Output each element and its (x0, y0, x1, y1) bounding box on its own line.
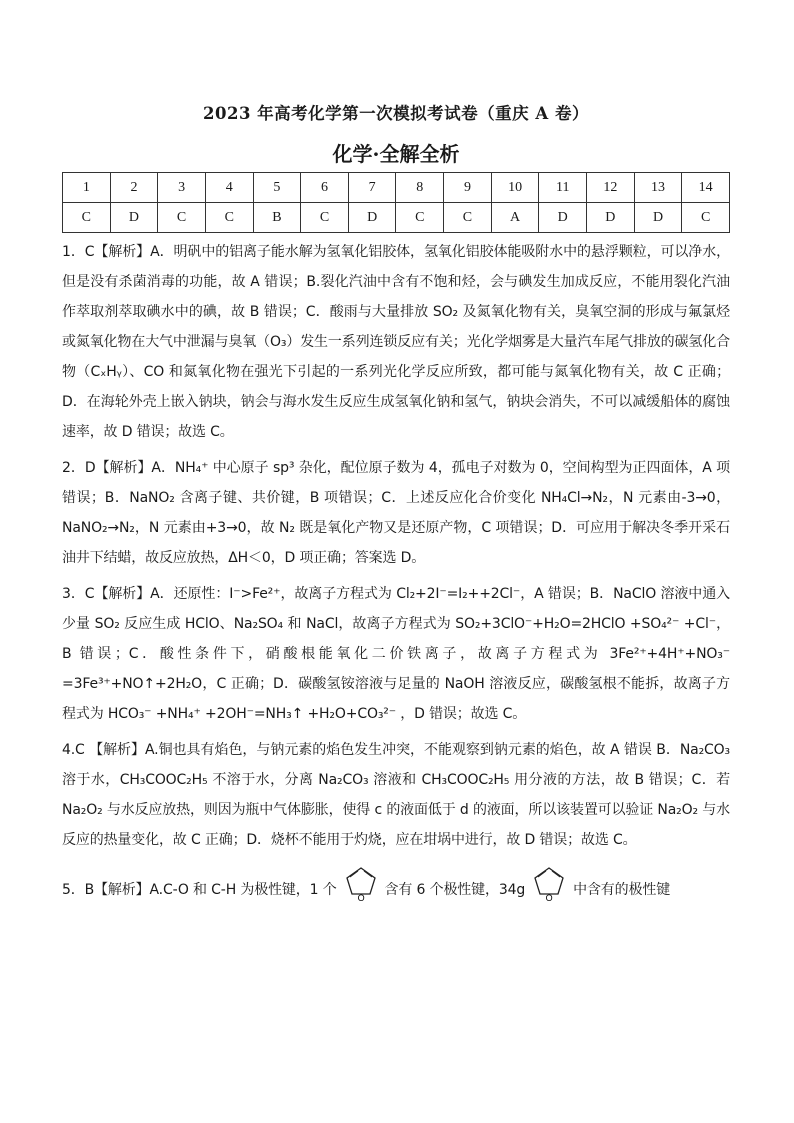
answer-number: 7 (348, 173, 396, 203)
answer-letter-row (63, 203, 730, 233)
answer-letter: D (110, 203, 158, 233)
furan-o-label: O (545, 893, 553, 902)
answer-number: 6 (301, 173, 349, 203)
answer-number: 3 (158, 173, 206, 203)
explanation-q1: 1．C【解析】A．明矾中的铝离子能水解为氢氧化铝胶体，氢氧化铝胶体能吸附水中的悬浮颗粒，可以净水，但是没有杀菌消毒的功能，故 A 错误；B.裂化汽油中含有不饱和烃，会与碘发生加成反应，不能用裂化汽油作萃取剂萃取碘水中的碘，故 B 错误；C．酸雨与大量排放 SO₂ 及氮氧化物有关，臭氧空洞的形成与氟氯烃或氮氧化物在大气中泄漏与臭氧（O₃）发生一系列连锁反应有关；光化学烟雾是大量汽车尾气排放的碳氢化合物（CₓHᵧ）、CO 和氮氧化物在强光下引起的一系列光化学反应所致，都可能与氮氧化物有关，故 C 正确；D．在海轮外壳上嵌入钠块，钠会与海水发生反应生成氢氧化钠和氢气，钠块会消失，不可以减缓船体的腐蚀速率，故 D 错误；故选 C。 (62, 244, 730, 440)
answer-number: 5 (253, 173, 301, 203)
answer-letter: A (491, 203, 539, 233)
q5-text-part2: 含有 6 个极性键，34g (384, 882, 526, 898)
answer-number: 9 (444, 173, 492, 203)
answer-number: 2 (110, 173, 158, 203)
answer-letter: C (158, 203, 206, 233)
explanation-q5 (62, 875, 730, 905)
furan-o-label: O (357, 893, 364, 902)
q5-text-part1: 5．B【解析】A.C-O 和 C-H 为极性键，1 个 (62, 882, 337, 898)
answer-number: 8 (396, 173, 444, 203)
explanation-q3: 3．C【解析】A．还原性：I⁻>Fe²⁺，故离子方程式为 Cl₂+2I⁻=I₂++2Cl⁻，A 错误；B．NaClO 溶液中通入少量 SO₂ 反应生成 HClO、Na₂SO₄ 和 NaCl，故离子方程式为 SO₂+3ClO⁻+H₂O=2HClO +SO₄²⁻ +Cl⁻，B 错误；C．酸性条件下，硝酸根能氧化二价铁离子，故离子方程式为 3Fe²⁺+4H⁺+NO₃⁻ =3Fe³⁺+NO↑+2H₂O，C 正确；D．碳酸氢铵溶液与足量的 NaOH 溶液反应，碳酸氢根不能拆，故离子方程式为 HCO₃⁻ +NH₄⁺ +2OH⁻=NH₃↑ +H₂O+CO₃²⁻ ，D 错误；故选 C。 (62, 586, 730, 722)
answer-letter: C (682, 203, 730, 233)
answer-number: 14 (682, 173, 730, 203)
answer-number-row (63, 173, 730, 203)
furan-ring-icon (531, 864, 567, 902)
furan-ring-icon (343, 864, 379, 902)
answer-letter: C (444, 203, 492, 233)
answer-letter: C (63, 203, 111, 233)
answer-letter: D (348, 203, 396, 233)
answer-letter: B (253, 203, 301, 233)
answer-letter: D (634, 203, 682, 233)
page-subtitle: 化学·全解全析 (332, 142, 460, 166)
answer-letter: C (301, 203, 349, 233)
answer-number: 4 (205, 173, 253, 203)
document-page (62, 100, 730, 905)
answer-letter: C (205, 203, 253, 233)
explanation-q4: 4.C 【解析】A.铜也具有焰色，与钠元素的焰色发生冲突，不能观察到钠元素的焰色，故 A 错误 B．Na₂CO₃ 溶于水，CH₃COOC₂H₅ 不溶于水，分离 Na₂CO₃ 溶液和 CH₃COOC₂H₅ 用分液的方法，故 B 错误；C．若 Na₂O₂ 与水反应放热，则因为瓶中气体膨胀，使得 c 的液面低于 d 的液面，所以该装置可以验证 Na₂O₂ 与水反应的热量变化，故 C 正确；D．烧杯不能用于灼烧，应在坩埚中进行，故 D 错误；故选 C。 (62, 742, 730, 848)
answer-letter: D (539, 203, 587, 233)
answer-number: 12 (587, 173, 635, 203)
q5-text-part3: 中含有的极性键 (573, 882, 671, 898)
answer-table (62, 172, 730, 233)
explanations (62, 237, 730, 905)
answer-number: 13 (634, 173, 682, 203)
explanation-q2: 2．D【解析】A．NH₄⁺ 中心原子 sp³ 杂化，配位原子数为 4，孤电子对数为 0，空间构型为正四面体，A 项错误；B．NaNO₂ 含离子键、共价键，B 项错误；C．上述反应化合价变化 NH₄Cl→N₂，N 元素由-3→0，NaNO₂→N₂，N 元素由+3→0，故 N₂ 既是氧化产物又是还原产物，C 项错误；D．可应用于解决冬季开采石油井下结蜡，故反应放热，ΔH＜0，D 项正确；答案选 D。 (62, 460, 730, 566)
answer-number: 10 (491, 173, 539, 203)
page-title: 2023 年高考化学第一次模拟考试卷（重庆 A 卷） (203, 104, 589, 123)
answer-letter: D (587, 203, 635, 233)
answer-number: 11 (539, 173, 587, 203)
answer-number: 1 (63, 173, 111, 203)
answer-letter: C (396, 203, 444, 233)
